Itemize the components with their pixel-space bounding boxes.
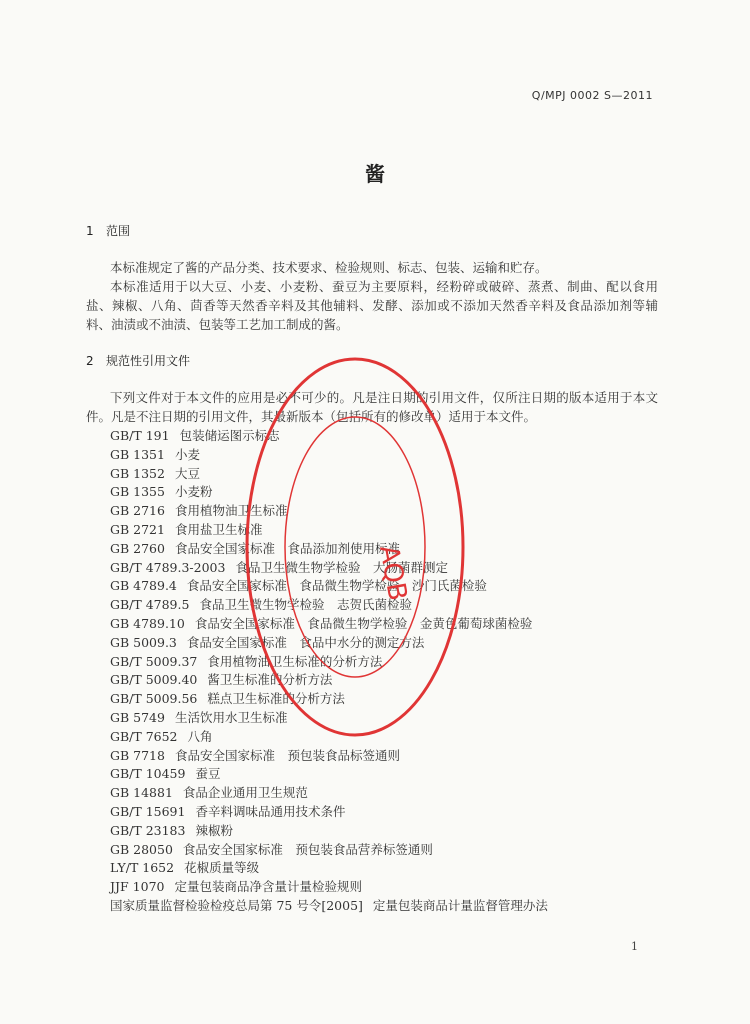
reference-item [110, 897, 670, 916]
reference-item [110, 559, 670, 578]
reference-item [110, 859, 670, 878]
reference-title: 定量包装商品净含量计量检验规则 [174, 879, 362, 895]
reference-code: GB 1355 [110, 484, 165, 500]
reference-code: LY/T 1652 [110, 860, 175, 876]
reference-title: 食品安全国家标准 食品添加剂使用标准 [174, 540, 400, 556]
reference-code: GB/T 23183 [110, 822, 186, 838]
reference-code: GB 2760 [110, 540, 165, 556]
reference-title: 生活饮用水卫生标准 [174, 709, 288, 725]
reference-item [110, 878, 670, 897]
reference-code: GB 2716 [110, 503, 165, 519]
section-1-number: 1 [86, 224, 94, 238]
reference-code: JJF 1070 [110, 879, 165, 895]
reference-title: 食品企业通用卫生规范 [182, 785, 308, 801]
reference-title: 定量包装商品计量监督管理办法 [372, 897, 548, 913]
document-title: 酱 [365, 162, 385, 186]
reference-code: GB 5009.3 [110, 634, 177, 650]
reference-title: 食用盐卫生标准 [174, 521, 263, 537]
reference-item [110, 671, 670, 690]
reference-title: 小麦粉 [174, 484, 213, 500]
reference-item [110, 465, 670, 484]
reference-item [110, 784, 670, 803]
reference-title: 小麦 [174, 446, 200, 462]
reference-item [110, 765, 670, 784]
reference-title: 食品安全国家标准 食品中水分的测定方法 [186, 634, 425, 650]
reference-title: 食品安全国家标准 预包装食品标签通则 [174, 747, 400, 763]
reference-item [110, 483, 670, 502]
reference-code: GB 4789.4 [110, 578, 177, 594]
reference-code: GB/T 4789.5 [110, 597, 190, 613]
reference-item [110, 577, 670, 596]
reference-title: 花椒质量等级 [184, 860, 260, 876]
reference-code: GB/T 10459 [110, 766, 186, 782]
reference-item [110, 521, 670, 540]
reference-code: GB 7718 [110, 747, 165, 763]
reference-code: GB 2721 [110, 521, 165, 537]
reference-code: GB 1351 [110, 446, 165, 462]
standard-code: Q/MPJ 0002 S—2011 [531, 89, 653, 102]
reference-title: 食品卫生微生物学检验 大肠菌群测定 [235, 559, 448, 575]
page-number: 1 [631, 940, 638, 953]
reference-item [110, 540, 670, 559]
reference-title: 蚕豆 [195, 766, 221, 782]
reference-title: 香辛料调味品通用技术条件 [195, 803, 346, 819]
reference-code: GB/T 5009.37 [110, 653, 198, 669]
reference-item [110, 427, 670, 446]
reference-code: GB 4789.10 [110, 615, 185, 631]
reference-item [110, 615, 670, 634]
reference-item [110, 841, 670, 860]
section-2-title: 规范性引用文件 [106, 354, 191, 368]
reference-item [110, 728, 670, 747]
section-2-heading [86, 352, 190, 369]
reference-code: GB/T 5009.40 [110, 672, 198, 688]
reference-title: 酱卫生标准的分析方法 [207, 672, 333, 688]
references-intro: 下列文件对于本文件的应用是必不可少的。凡是注日期的引用文件，仅所注日期的版本适用于本文件。凡是不注日期的引用文件，其最新版本（包括所有的修改单）适用于本文件。 [86, 390, 658, 424]
reference-code: GB/T 7652 [110, 728, 178, 744]
seal-text: AQB [373, 543, 413, 604]
reference-item [110, 690, 670, 709]
reference-title: 大豆 [174, 465, 200, 481]
section-1-heading [86, 222, 130, 239]
reference-list [110, 427, 670, 916]
section-1-title: 范围 [106, 224, 131, 238]
reference-title: 包装储运图示标志 [179, 428, 280, 443]
reference-code: GB 14881 [110, 785, 173, 801]
reference-title: 食用植物油卫生标准的分析方法 [207, 653, 383, 669]
reference-title: 八角 [187, 728, 213, 744]
reference-code: GB/T 5009.56 [110, 691, 198, 707]
reference-code: GB/T 4789.3-2003 [110, 559, 226, 575]
reference-item [110, 502, 670, 521]
reference-item [110, 709, 670, 728]
reference-code: GB 28050 [110, 841, 173, 857]
scope-paragraph-2: 本标准适用于以大豆、小麦、小麦粉、蚕豆为主要原料，经粉碎或破碎、蒸煮、制曲、配以食用盐、辣椒、八角、茴香等天然香辛料及其他辅料、发酵、添加或不添加天然香辛料及食品添加剂等辅料、油渍或不油渍、包装等工艺加工制成的酱。 [86, 279, 658, 332]
reference-item [110, 803, 670, 822]
reference-item [110, 653, 670, 672]
scope-paragraph-1: 本标准规定了酱的产品分类、技术要求、检验规则、标志、包装、运输和贮存。 [110, 260, 548, 275]
reference-item [110, 747, 670, 766]
reference-code: GB/T 191 [110, 428, 170, 443]
reference-title: 食用植物油卫生标准 [174, 503, 288, 519]
reference-item [110, 822, 670, 841]
reference-code: 国家质量监督检验检疫总局第 75 号令[2005] [110, 897, 363, 913]
reference-title: 食品安全国家标准 食品微生物学检验 沙门氏菌检验 [186, 578, 487, 594]
reference-title: 糕点卫生标准的分析方法 [207, 691, 345, 707]
reference-title: 辣椒粉 [195, 822, 233, 838]
reference-item [110, 634, 670, 653]
reference-item [110, 596, 670, 615]
reference-title: 食品安全国家标准 食品微生物学检验 金黄色葡萄球菌检验 [194, 615, 533, 631]
reference-code: GB 1352 [110, 465, 165, 481]
reference-code: GB/T 15691 [110, 803, 186, 819]
reference-title: 食品安全国家标准 预包装食品营养标签通则 [182, 841, 433, 857]
reference-item [110, 446, 670, 465]
section-2-number: 2 [86, 354, 94, 368]
reference-title: 食品卫生微生物学检验 志贺氏菌检验 [199, 597, 412, 613]
reference-code: GB 5749 [110, 709, 165, 725]
